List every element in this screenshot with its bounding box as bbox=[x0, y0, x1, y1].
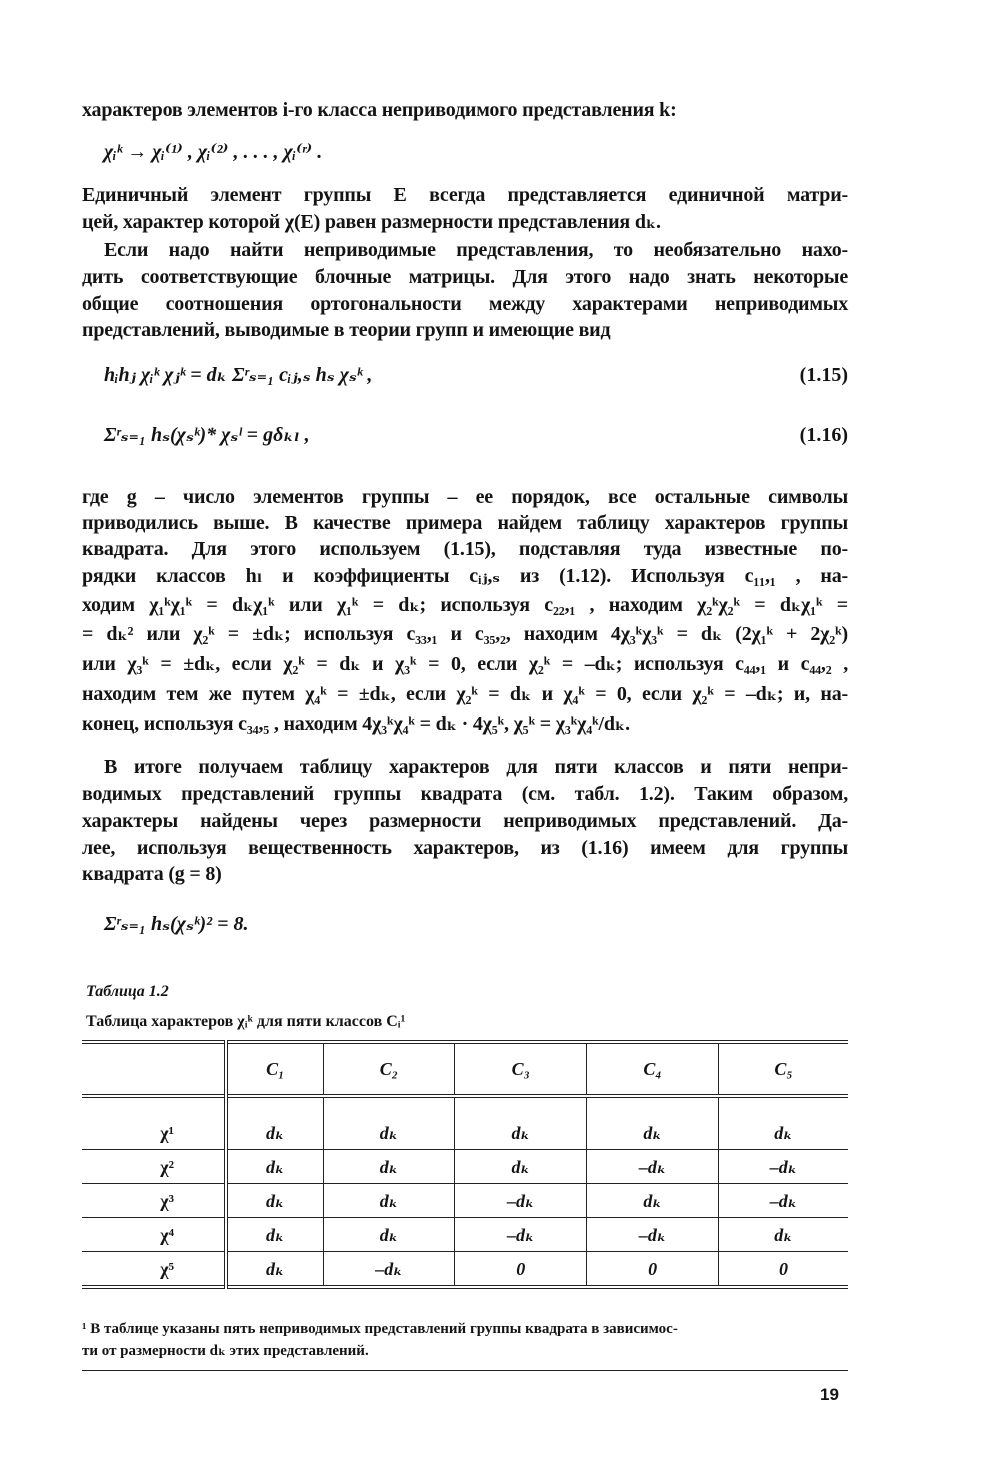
table-cell: dₖ bbox=[718, 1218, 848, 1252]
row-header-cell: χ⁴ bbox=[160, 1224, 174, 1245]
row-header-cell: χ³ bbox=[160, 1190, 174, 1211]
table-header-row bbox=[82, 1042, 848, 1096]
text-line: рядки классов hₗ и коэффициенты cᵢⱼ,ₛ из (1.12). Используя c₁₁,₁ , на- bbox=[82, 565, 848, 587]
table-label: Таблица 1.2 bbox=[86, 983, 169, 1000]
row-header-cell: χ⁵ bbox=[160, 1258, 174, 1279]
table-cell: dₖ bbox=[718, 1096, 848, 1150]
text-line: находим тем же путем χ₄ᵏ = ±dₖ, если χ₂ᵏ = dₖ и χ₄ᵏ = 0, если χ₂ᵏ = –dₖ; и, на- bbox=[82, 683, 848, 705]
table-cell: dₖ bbox=[323, 1218, 455, 1252]
text-line: общие соотношения ортогональности между характерами неприводимых bbox=[82, 293, 848, 315]
table-cell: dₖ bbox=[587, 1096, 719, 1150]
text-line: квадрата. Для этого используем (1.15), подставляя туда известные по- bbox=[82, 538, 848, 560]
table-cell: –dₖ bbox=[455, 1218, 587, 1252]
table-cell: dₖ bbox=[323, 1184, 455, 1218]
equation-1-16: Σʳₛ₌₁ hₛ(χₛᵏ)* χₛˡ = gδₖₗ , bbox=[104, 424, 310, 446]
table-row bbox=[82, 1218, 848, 1252]
table-title: Таблица характеров χᵢᵏ для пяти классов Cᵢ¹ bbox=[86, 1013, 406, 1030]
text-line: Единичный элемент группы E всегда представляется единичной матри- bbox=[82, 184, 848, 206]
text-line: цей, характер которой χ(E) равен размерности представления dₖ. bbox=[82, 211, 661, 233]
text-line: водимых представлений группы квадрата (см. табл. 1.2). Таким образом, bbox=[82, 783, 848, 805]
text-line: = dₖ² или χ₂ᵏ = ±dₖ; используя c₃₃,₁ и c₃₅,₂, находим 4χ₃ᵏχ₃ᵏ = dₖ (2χ₁ᵏ + 2χ₂ᵏ) bbox=[82, 623, 848, 645]
table-row bbox=[82, 1184, 848, 1218]
equation-number: (1.15) bbox=[799, 364, 848, 386]
text-line: квадрата (g = 8) bbox=[82, 863, 222, 885]
equation-1-15: hᵢhⱼ χᵢᵏ χⱼᵏ = dₖ Σʳₛ₌₁ cᵢⱼ,ₛ hₛ χₛᵏ , bbox=[104, 364, 373, 386]
header-cell: C₄ bbox=[587, 1042, 719, 1096]
header-cell: C₂ bbox=[323, 1042, 455, 1096]
character-table bbox=[82, 1040, 848, 1289]
table-cell: –dₖ bbox=[323, 1252, 455, 1288]
header-cell: C₅ bbox=[718, 1042, 848, 1096]
header-cell: C₃ bbox=[455, 1042, 587, 1096]
table-cell: dₖ bbox=[226, 1184, 323, 1218]
text-line: или χ₃ᵏ = ±dₖ, если χ₂ᵏ = dₖ и χ₃ᵏ = 0, если χ₂ᵏ = –dₖ; используя c₄₄,₁ и c₄₄,₂ , bbox=[82, 653, 848, 675]
text-line: Если надо найти неприводимые представления, то необязательно нахо- bbox=[104, 239, 848, 261]
footnote-line: ти от размерности dₖ этих представлений. bbox=[82, 1343, 369, 1359]
text-line: конец, используя c₃₄,₅ , находим 4χ₃ᵏχ₄ᵏ = dₖ · 4χ₅ᵏ, χ₅ᵏ = χ₃ᵏχ₄ᵏ/dₖ. bbox=[82, 713, 630, 735]
table-cell: 0 bbox=[718, 1252, 848, 1288]
header-cell bbox=[82, 1042, 226, 1096]
text-line: лее, используя вещественность характеров, из (1.16) имеем для группы bbox=[82, 837, 848, 859]
text-line: представлений, выводимые в теории групп и имеющие вид bbox=[82, 319, 611, 341]
table-cell: dₖ bbox=[226, 1096, 323, 1150]
table-row bbox=[82, 1096, 848, 1150]
table-cell: –dₖ bbox=[455, 1184, 587, 1218]
text-line: ходим χ₁ᵏχ₁ᵏ = dₖχ₁ᵏ или χ₁ᵏ = dₖ; используя c₂₂,₁ , находим χ₂ᵏχ₂ᵏ = dₖχ₁ᵏ = bbox=[82, 594, 848, 616]
row-header-cell: χ¹ bbox=[160, 1123, 174, 1143]
equation-number: (1.16) bbox=[799, 424, 848, 446]
table-footnote bbox=[82, 1318, 848, 1362]
table-cell: dₖ bbox=[455, 1150, 587, 1184]
table-cell: –dₖ bbox=[718, 1150, 848, 1184]
table-cell: dₖ bbox=[587, 1184, 719, 1218]
table-cell: dₖ bbox=[226, 1252, 323, 1288]
text-line: где g – число элементов группы – ее порядок, все остальные символы bbox=[82, 486, 848, 508]
footnote-line: ¹ В таблице указаны пять неприводимых представлений группы квадрата в зависимос- bbox=[82, 1321, 678, 1337]
header-cell: C₁ bbox=[226, 1042, 323, 1096]
text-line: характеров элементов i-го класса неприводимого представления k: bbox=[82, 99, 677, 121]
table-cell: dₖ bbox=[323, 1150, 455, 1184]
formula-characters: χᵢᵏ → χᵢ⁽¹⁾ , χᵢ⁽²⁾ , . . . , χᵢ⁽ʳ⁾ . bbox=[104, 141, 323, 163]
page-number: 19 bbox=[820, 1385, 839, 1404]
equation-sum: Σʳₛ₌₁ hₛ(χₛᵏ)² = 8. bbox=[104, 913, 249, 935]
table-cell: dₖ bbox=[226, 1218, 323, 1252]
table-cell: dₖ bbox=[226, 1150, 323, 1184]
table-cell: –dₖ bbox=[718, 1184, 848, 1218]
table-cell: 0 bbox=[587, 1252, 719, 1288]
divider bbox=[82, 1370, 848, 1371]
table-cell: 0 bbox=[455, 1252, 587, 1288]
table-row bbox=[82, 1150, 848, 1184]
table-cell: dₖ bbox=[455, 1096, 587, 1150]
text-line: В итоге получаем таблицу характеров для пяти классов и пяти непри- bbox=[104, 756, 848, 778]
table-cell: dₖ bbox=[323, 1096, 455, 1150]
row-header-cell: χ² bbox=[160, 1156, 174, 1177]
table-row bbox=[82, 1252, 848, 1288]
text-line: дить соответствующие блочные матрицы. Для этого надо знать некоторые bbox=[82, 266, 848, 288]
text-line: приводились выше. В качестве примера найдем таблицу характеров группы bbox=[82, 512, 848, 534]
text-line: характеры найдены через размерности неприводимых представлений. Да- bbox=[82, 810, 848, 832]
table-cell: –dₖ bbox=[587, 1218, 719, 1252]
table-cell: –dₖ bbox=[587, 1150, 719, 1184]
